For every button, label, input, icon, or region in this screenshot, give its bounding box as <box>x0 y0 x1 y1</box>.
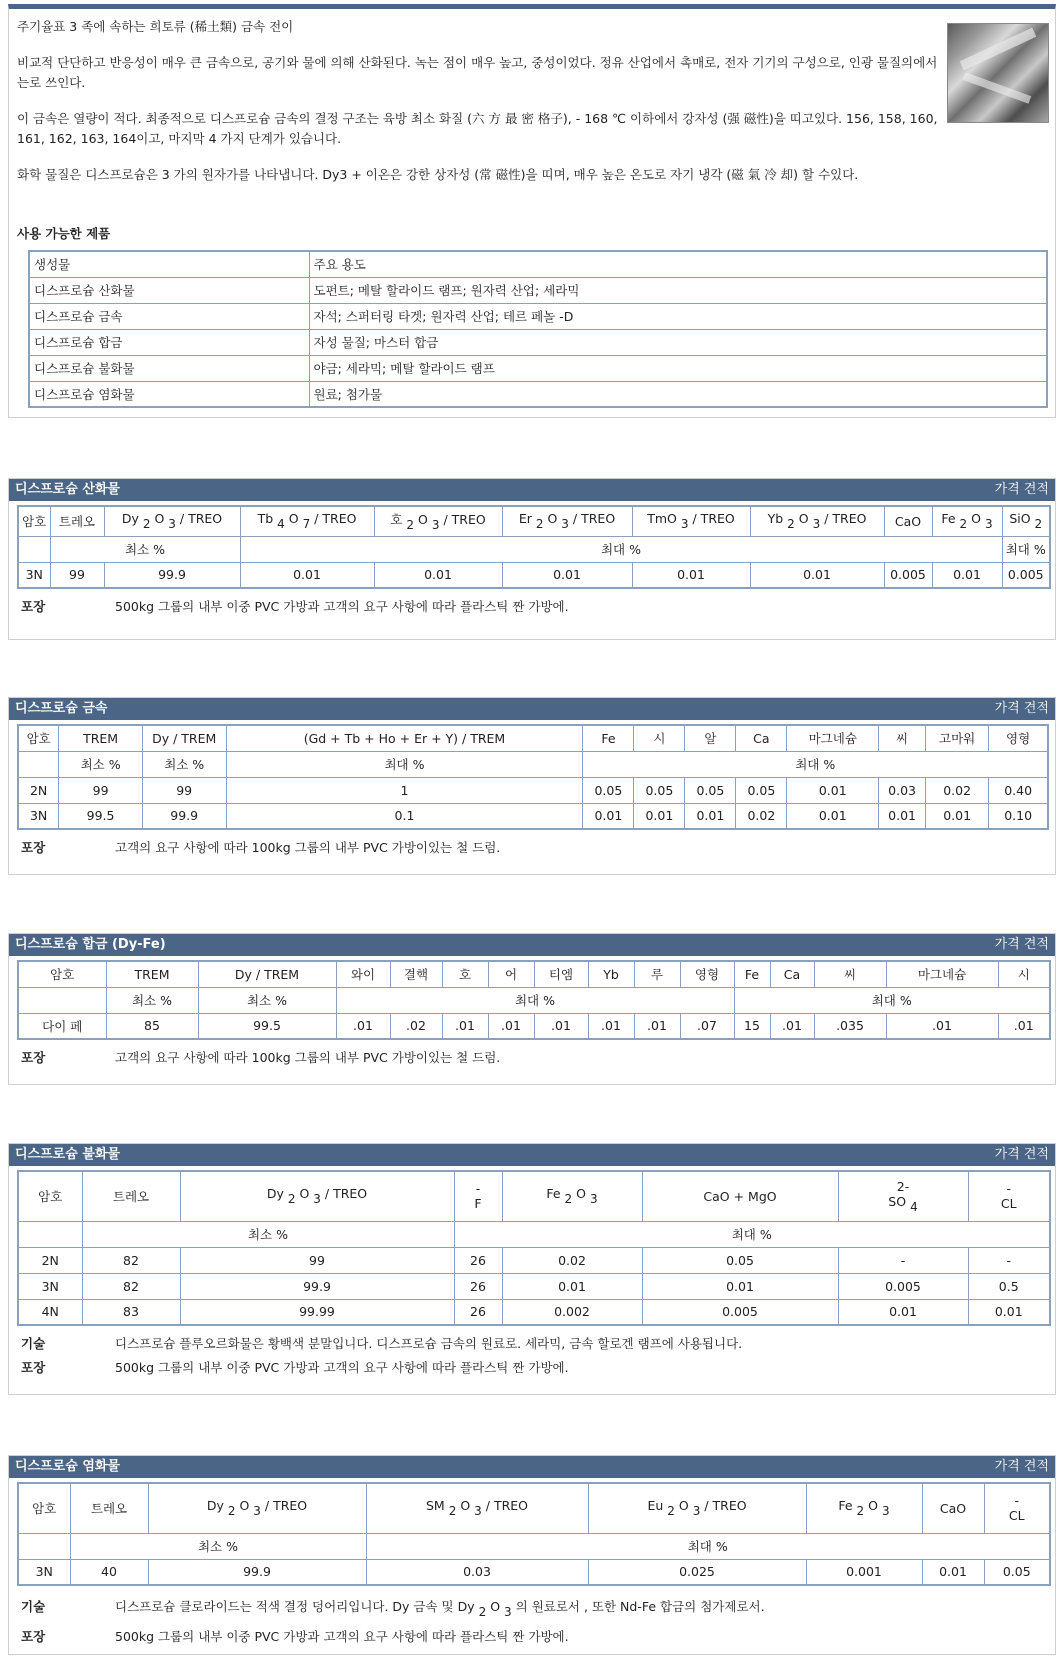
note-key: 포장 <box>21 1360 46 1375</box>
col-eu2o3: Eu $_2$ O $_3$ / TREO <box>588 1483 806 1533</box>
packaging-note <box>17 595 1047 619</box>
table-row <box>29 329 1047 355</box>
col-er: 어 <box>488 961 534 987</box>
cell: 0.05 <box>642 1247 838 1273</box>
technical-note <box>17 1332 1047 1356</box>
min-percent: 최소 % <box>50 536 240 562</box>
max-percent: 최대 % <box>454 1221 1050 1247</box>
alloy-spec-table <box>17 960 1051 1040</box>
section-header <box>9 1144 1055 1166</box>
note-value: 디스프로슘 클로라이드는 적색 결정 덩어리입니다. Dy 금속 및 Dy $_2$ O $_3$ 의 원료로서 , 또한 Nd-Fe 합금의 첨가제로서. <box>115 1599 765 1619</box>
section-title: 디스프로슘 불화물 <box>15 1147 120 1162</box>
col-code: 암호 <box>18 1171 82 1221</box>
cell: 0.01 <box>685 803 736 829</box>
cell: 0.01 <box>240 562 374 588</box>
col-mg: 마그네슘 <box>787 725 879 751</box>
cell: 4N <box>18 1299 82 1325</box>
col-ca: Ca <box>770 961 814 987</box>
price-quote-link[interactable]: 가격 견적 <box>994 482 1049 497</box>
col-yb: Yb <box>588 961 634 987</box>
cell: 0.01 <box>374 562 502 588</box>
cell: 99 <box>59 777 143 803</box>
note-key: 기술 <box>21 1336 46 1351</box>
col-treo: 트레오 <box>82 1171 180 1221</box>
cell: 0.01 <box>838 1299 968 1325</box>
note-key: 포장 <box>21 1629 46 1644</box>
col-ho: 호 <box>442 961 488 987</box>
notes <box>9 1586 1055 1660</box>
cell: 0.01 <box>932 562 1002 588</box>
product-name: 디스프로슘 합금 <box>29 329 309 355</box>
note-value: 500kg 그룹의 내부 이중 PVC 가방과 고객의 요구 사항에 따라 플라스틱 짠 가방에. <box>115 1360 569 1375</box>
cell: 0.05 <box>736 777 787 803</box>
section-title: 디스프로슘 염화물 <box>15 1459 120 1474</box>
cell: 2N <box>18 777 59 803</box>
cell: .01 <box>534 1013 588 1039</box>
metal-section <box>8 697 1056 875</box>
col-si: 시 <box>998 961 1050 987</box>
cell: .01 <box>886 1013 998 1039</box>
oxide-spec-table <box>17 505 1051 589</box>
col-al: 알 <box>685 725 736 751</box>
cell: 0.40 <box>989 777 1048 803</box>
note-value: 고객의 요구 사항에 따라 100kg 그룹의 내부 PVC 가방이있는 철 드럼. <box>115 840 501 855</box>
cell: 40 <box>70 1559 148 1585</box>
col-ho2o3: 호 $_2$ O $_3$ / TREO <box>374 506 502 536</box>
col-code: 암호 <box>18 506 50 536</box>
chloride-section <box>8 1455 1056 1655</box>
cell: 82 <box>82 1273 180 1299</box>
product-usage: 야금; 세라믹; 메탈 할라이드 램프 <box>309 355 1047 381</box>
table-row <box>29 303 1047 329</box>
cell: 99.9 <box>142 803 226 829</box>
cell: 0.05 <box>685 777 736 803</box>
cell: 0.01 <box>642 1273 838 1299</box>
max-percent: 최대 % <box>366 1533 1050 1559</box>
cell: 0.01 <box>922 1559 984 1585</box>
table-row <box>29 277 1047 303</box>
table-subheader-row <box>18 1221 1050 1247</box>
cell: .01 <box>634 1013 680 1039</box>
packaging-note <box>17 836 1047 860</box>
col-fe2o3: Fe $_2$ O $_3$ <box>502 1171 642 1221</box>
table-header-row <box>29 251 1047 277</box>
cell: 0.005 <box>884 562 932 588</box>
product-name: 디스프로슘 금속 <box>29 303 309 329</box>
note-key: 포장 <box>21 1050 46 1065</box>
cell: 99.9 <box>148 1559 366 1585</box>
table-subheader-row <box>18 1533 1050 1559</box>
cell: 85 <box>106 1013 198 1039</box>
cell: 0.02 <box>926 777 989 803</box>
table-row <box>29 355 1047 381</box>
cell: 0.01 <box>632 562 750 588</box>
section-header <box>9 934 1055 956</box>
cell: 99 <box>50 562 104 588</box>
min-percent: 최소 % <box>106 987 198 1013</box>
cell: 0.02 <box>502 1247 642 1273</box>
cell: 0.005 <box>642 1299 838 1325</box>
cell: 99.5 <box>198 1013 336 1039</box>
cell: 0.01 <box>750 562 884 588</box>
cell: 0.01 <box>879 803 926 829</box>
section-title: 디스프로슘 산화물 <box>15 482 120 497</box>
intro-p2: 비교적 단단하고 반응성이 매우 큰 금속으로, 공기와 물에 의해 산화된다. 녹는 점이 매우 높고, 중성이었다. 정유 산업에서 촉매로, 전자 기기의 구성으로, 인광 물질의에서는로 쓰인다. <box>17 55 938 90</box>
col-dy2o3: Dy $_2$ O $_3$ / TREO <box>104 506 240 536</box>
notes <box>9 1040 1055 1078</box>
cell: 99 <box>180 1247 454 1273</box>
table-header-row <box>18 725 1048 751</box>
col-cao: CaO <box>884 506 932 536</box>
intro-p3: 이 금속은 열량이 적다. 최종적으로 디스프로슘 금속의 결정 구조는 육방 최소 화질 (六 方 最 密 格子), - 168 ℃ 이하에서 강자성 (强 磁性)을 띠고있다. 156, 158, 160, 161, 162, 163, 164이고, 마지막 4 가지 단계가 있습니다. <box>17 111 938 146</box>
min-percent: 최소 % <box>198 987 336 1013</box>
table-row <box>29 381 1047 407</box>
intro-p4: 화학 물질은 디스프로슘은 3 가의 원자가를 나타냅니다. Dy3 + 이온은 강한 상자성 (常 磁性)을 띠며, 매우 높은 온도로 자기 냉각 (磁 氣 冷 却) 할 수있다. <box>17 167 859 182</box>
packaging-note <box>17 1046 1047 1070</box>
cell: 99.9 <box>180 1273 454 1299</box>
col-trem: TREM <box>59 725 143 751</box>
cell: - <box>838 1247 968 1273</box>
col-code: 암호 <box>18 725 59 751</box>
col-fe: Fe <box>583 725 634 751</box>
table-header-row <box>18 506 1050 536</box>
col-dy2o3: Dy $_2$ O $_3$ / TREO <box>180 1171 454 1221</box>
col-sio2: SiO $_2$ <box>1002 506 1050 536</box>
table-header-row <box>18 1171 1050 1221</box>
table-subheader-row <box>18 987 1050 1013</box>
price-quote-link[interactable]: 가격 견적 <box>994 937 1049 952</box>
cell: 0.03 <box>879 777 926 803</box>
note-value: 500kg 그룹의 내부 이중 PVC 가방과 고객의 요구 사항에 따라 플라스틱 짠 가방에. <box>115 599 569 614</box>
col-trem: TREM <box>106 961 198 987</box>
col-impurity-trem: (Gd + Tb + Ho + Er + Y) / TREM <box>226 725 583 751</box>
min-percent: 최소 % <box>70 1533 366 1559</box>
product-usage: 원료; 첨가물 <box>309 381 1047 407</box>
cell: .01 <box>336 1013 390 1039</box>
cell: 0.01 <box>787 777 879 803</box>
notes <box>9 589 1055 627</box>
col-ta: 고마워 <box>926 725 989 751</box>
col-o: 영형 <box>680 961 734 987</box>
cell: .01 <box>442 1013 488 1039</box>
max-percent: 최대 % <box>1002 536 1050 562</box>
cell: 3N <box>18 1273 82 1299</box>
table-subheader-row <box>18 536 1050 562</box>
cell: 3N <box>18 1559 70 1585</box>
table-row <box>18 777 1048 803</box>
product-usage: 자성 물질; 마스터 합금 <box>309 329 1047 355</box>
col-f: - F <box>454 1171 502 1221</box>
col-dy-trem: Dy / TREM <box>198 961 336 987</box>
product-name: 디스프로슘 염화물 <box>29 381 309 407</box>
cell: 99.99 <box>180 1299 454 1325</box>
col-y: 와이 <box>336 961 390 987</box>
col-er2o3: Er $_2$ O $_3$ / TREO <box>502 506 632 536</box>
cell: 0.5 <box>968 1273 1050 1299</box>
cell: 0.1 <box>226 803 583 829</box>
cell: 1 <box>226 777 583 803</box>
cell: .035 <box>814 1013 886 1039</box>
col-code: 암호 <box>18 961 106 987</box>
cell: 0.005 <box>1002 562 1050 588</box>
section-title: 디스프로슘 합금 (Dy-Fe) <box>15 937 166 952</box>
cell: - <box>968 1247 1050 1273</box>
note-key: 기술 <box>21 1599 46 1614</box>
col-cao: CaO <box>922 1483 984 1533</box>
max-percent: 최대 % <box>226 751 583 777</box>
cell: 다이 페 <box>18 1013 106 1039</box>
section-header <box>9 698 1055 720</box>
notes <box>9 830 1055 868</box>
col-cl: - CL <box>984 1483 1050 1533</box>
note-value: 고객의 요구 사항에 따라 100kg 그룹의 내부 PVC 가방이있는 철 드럼. <box>115 1050 501 1065</box>
section-header <box>9 1456 1055 1478</box>
cell: 0.03 <box>366 1559 588 1585</box>
dysprosium-metal-image <box>947 23 1049 123</box>
col-ca: Ca <box>736 725 787 751</box>
min-percent: 최소 % <box>82 1221 454 1247</box>
cell: 0.01 <box>634 803 685 829</box>
cell: 0.02 <box>736 803 787 829</box>
table-header-row <box>18 961 1050 987</box>
col-cao-mgo: CaO + MgO <box>642 1171 838 1221</box>
col-fe2o3: Fe $_2$ O $_3$ <box>806 1483 922 1533</box>
col-tm: 티엠 <box>534 961 588 987</box>
intro-box <box>8 4 1056 418</box>
cell: 0.01 <box>502 562 632 588</box>
cell: .07 <box>680 1013 734 1039</box>
intro-p1: 주기율표 3 족에 속하는 희토류 (稀土類) 금속 전이 <box>17 19 294 34</box>
col-code: 암호 <box>18 1483 70 1533</box>
col-so4: 2- SO $_4$ <box>838 1171 968 1221</box>
cell: .01 <box>770 1013 814 1039</box>
table-row <box>18 1273 1050 1299</box>
col-treo: 트레오 <box>50 506 104 536</box>
metal-spec-table <box>17 724 1049 830</box>
cell: 0.01 <box>968 1299 1050 1325</box>
col-yb2o3: Yb $_2$ O $_3$ / TREO <box>750 506 884 536</box>
col-treo: 트레오 <box>70 1483 148 1533</box>
col-fe: Fe <box>734 961 770 987</box>
cell: 0.10 <box>989 803 1048 829</box>
table-row <box>18 1559 1050 1585</box>
cell: 83 <box>82 1299 180 1325</box>
col-c: 씨 <box>814 961 886 987</box>
cell: 26 <box>454 1273 502 1299</box>
cell: 3N <box>18 562 50 588</box>
cell: 0.002 <box>502 1299 642 1325</box>
cell: 0.01 <box>583 803 634 829</box>
cell: 2N <box>18 1247 82 1273</box>
cell: 0.05 <box>984 1559 1050 1585</box>
cell: 99 <box>142 777 226 803</box>
cell: 82 <box>82 1247 180 1273</box>
cell: 0.01 <box>926 803 989 829</box>
cell: 0.005 <box>838 1273 968 1299</box>
col-c: 씨 <box>879 725 926 751</box>
col-dy-trem: Dy / TREM <box>142 725 226 751</box>
col-si: 시 <box>634 725 685 751</box>
price-quote-link[interactable]: 가격 견적 <box>994 701 1049 716</box>
cell: 15 <box>734 1013 770 1039</box>
price-quote-link[interactable]: 가격 견적 <box>994 1147 1049 1162</box>
packaging-note <box>17 1622 1047 1652</box>
cell: 0.01 <box>787 803 879 829</box>
table-row <box>18 1013 1050 1039</box>
table-row <box>18 1299 1050 1325</box>
cell: 26 <box>454 1299 502 1325</box>
col-tb4o7: Tb $_4$ O $_7$ / TREO <box>240 506 374 536</box>
col-cl: - CL <box>968 1171 1050 1221</box>
technical-note <box>17 1592 1047 1622</box>
cell: 99.5 <box>59 803 143 829</box>
cell: 99.9 <box>104 562 240 588</box>
note-key: 포장 <box>21 840 46 855</box>
max-percent: 최대 % <box>583 751 1048 777</box>
available-products-table <box>28 250 1048 408</box>
oxide-section <box>8 478 1056 640</box>
product-name: 디스프로슘 불화물 <box>29 355 309 381</box>
col-lu: 루 <box>634 961 680 987</box>
max-percent: 최대 % <box>734 987 1050 1013</box>
col-tmo3: TmO $_3$ / TREO <box>632 506 750 536</box>
col-tb: 결핵 <box>390 961 442 987</box>
cell: 0.025 <box>588 1559 806 1585</box>
cell: .01 <box>588 1013 634 1039</box>
cell: .02 <box>390 1013 442 1039</box>
product-usage: 자석; 스퍼터링 타겟; 원자력 산업; 테르 페놀 -D <box>309 303 1047 329</box>
header-usage: 주요 용도 <box>309 251 1047 277</box>
cell: 0.05 <box>634 777 685 803</box>
notes <box>9 1326 1055 1388</box>
col-mg: 마그네슘 <box>886 961 998 987</box>
section-header <box>9 479 1055 501</box>
intro-text <box>17 17 947 201</box>
price-quote-link[interactable]: 가격 견적 <box>994 1459 1049 1474</box>
col-o: 영형 <box>989 725 1048 751</box>
packaging-note <box>17 1356 1047 1380</box>
note-value: 500kg 그룹의 내부 이중 PVC 가방과 고객의 요구 사항에 따라 플라스틱 짠 가방에. <box>115 1629 569 1644</box>
product-name: 디스프로슘 산화물 <box>29 277 309 303</box>
section-title: 디스프로슘 금속 <box>15 701 108 716</box>
cell: 26 <box>454 1247 502 1273</box>
chloride-spec-table <box>17 1482 1051 1586</box>
table-row <box>18 562 1050 588</box>
note-key: 포장 <box>21 599 46 614</box>
col-fe2o3: Fe $_2$ O $_3$ <box>932 506 1002 536</box>
col-dy2o3: Dy $_2$ O $_3$ / TREO <box>148 1483 366 1533</box>
table-row <box>18 803 1048 829</box>
table-header-row <box>18 1483 1050 1533</box>
col-sm2o3: SM $_2$ O $_3$ / TREO <box>366 1483 588 1533</box>
available-products-title: 사용 가능한 제품 <box>17 226 111 241</box>
max-percent: 최대 % <box>240 536 1002 562</box>
min-percent: 최소 % <box>142 751 226 777</box>
max-percent: 최대 % <box>336 987 734 1013</box>
cell: 0.05 <box>583 777 634 803</box>
fluoride-section <box>8 1143 1056 1395</box>
cell: .01 <box>488 1013 534 1039</box>
product-usage: 도펀트; 메탈 할라이드 램프; 원자력 산업; 세라믹 <box>309 277 1047 303</box>
cell: 0.001 <box>806 1559 922 1585</box>
cell: 3N <box>18 803 59 829</box>
table-row <box>18 1247 1050 1273</box>
note-value: 디스프로슘 플루오르화물은 황백색 분말입니다. 디스프로슘 금속의 원료로. 세라믹, 금속 할로겐 램프에 사용됩니다. <box>115 1336 743 1351</box>
header-product: 생성물 <box>29 251 309 277</box>
fluoride-spec-table <box>17 1170 1051 1326</box>
cell: .01 <box>998 1013 1050 1039</box>
table-subheader-row <box>18 751 1048 777</box>
cell: 0.01 <box>502 1273 642 1299</box>
min-percent: 최소 % <box>59 751 143 777</box>
alloy-section <box>8 933 1056 1085</box>
